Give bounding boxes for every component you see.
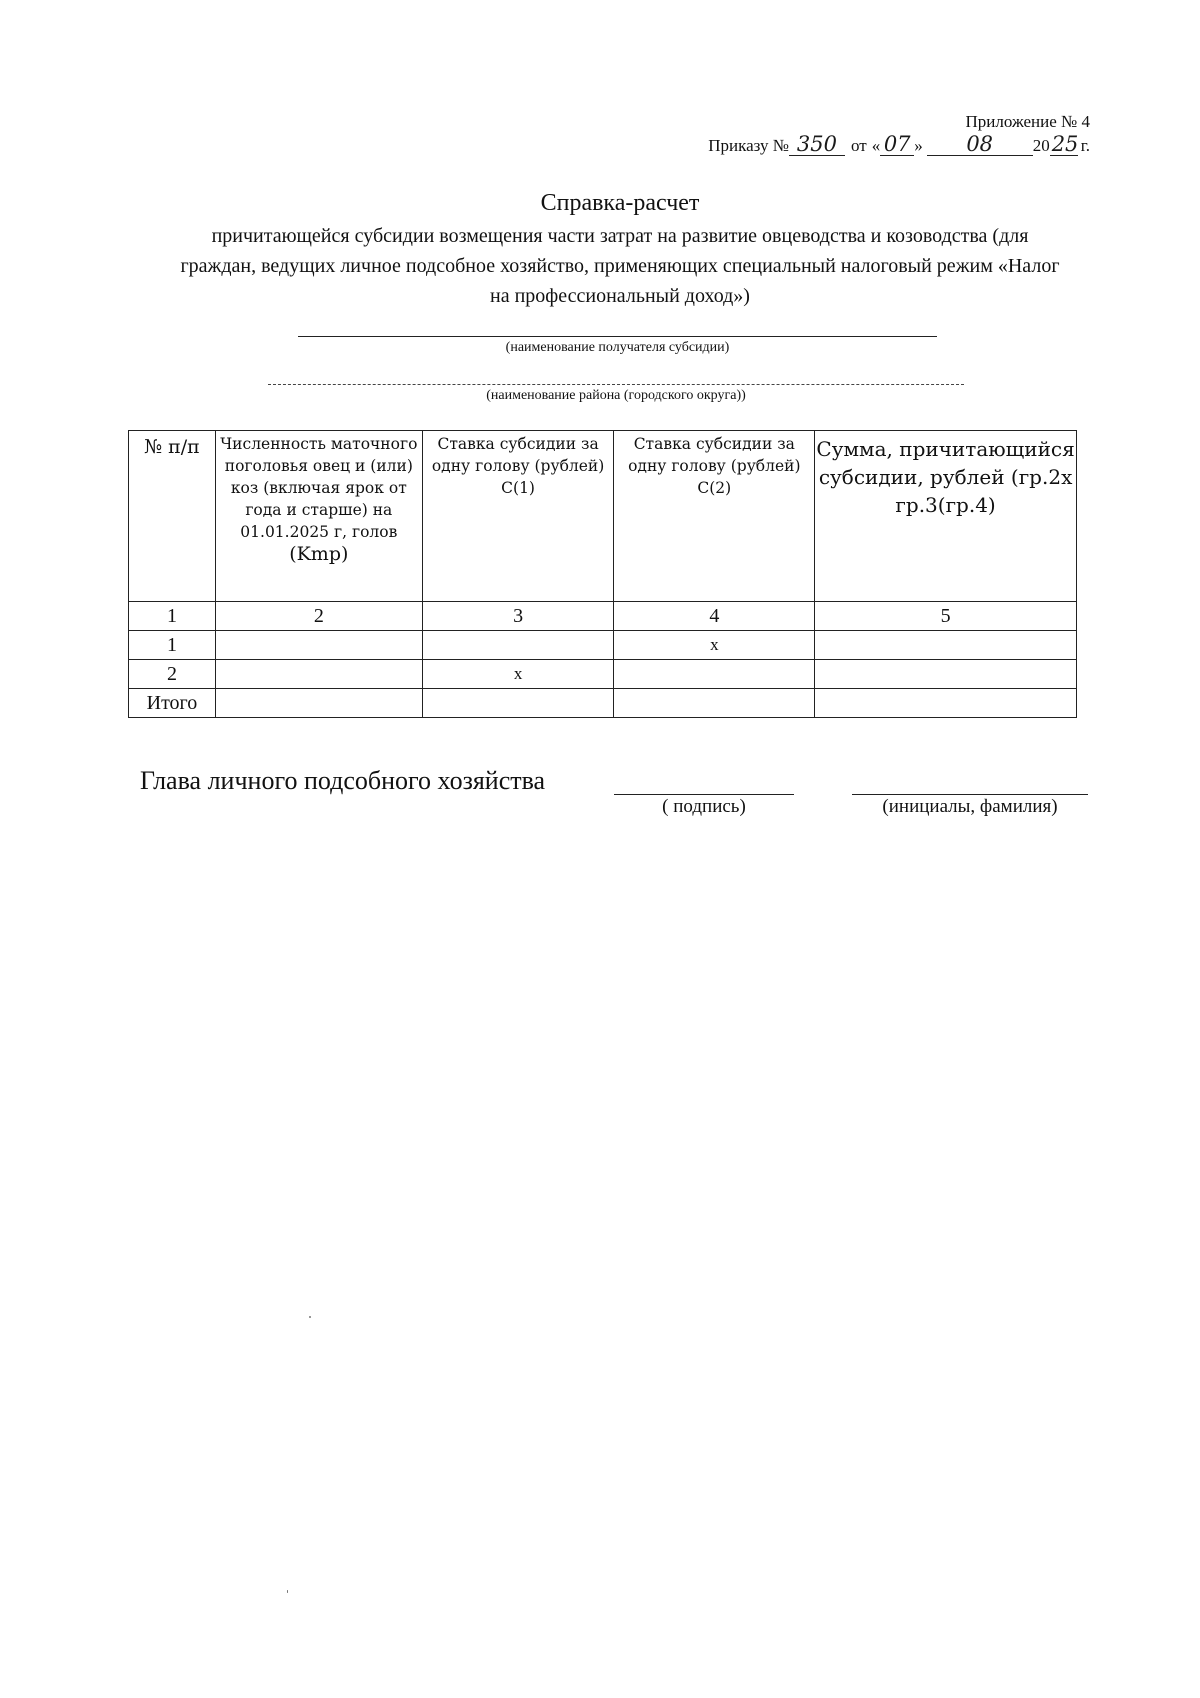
- order-year-handwritten: 25: [1051, 132, 1079, 156]
- column-number: 1: [129, 602, 216, 631]
- header-rate-c1: [422, 431, 614, 602]
- table-cell: Итого: [129, 689, 216, 718]
- scan-speck: [309, 1316, 311, 1318]
- district-line: [268, 384, 964, 385]
- table-cell: [422, 631, 614, 660]
- table-cell: [614, 660, 815, 689]
- district-caption: (наименование района (городского округа)): [486, 388, 746, 403]
- recipient-line: [298, 336, 937, 337]
- table-cell: [815, 660, 1077, 689]
- column-number: 4: [614, 602, 815, 631]
- order-reference: [708, 133, 1090, 156]
- table-cell: [215, 689, 422, 718]
- header-number: [129, 431, 216, 602]
- column-number: 2: [215, 602, 422, 631]
- appendix-label: Приложение № 4: [965, 112, 1090, 131]
- table-cell: x: [614, 631, 815, 660]
- column-number-row: [129, 602, 1077, 631]
- signature-line: [614, 794, 794, 795]
- from-word: от: [850, 136, 867, 155]
- header-subsidy-sum: [815, 431, 1077, 602]
- document-subtitle: причитающейся субсидии возмещения части затрат на развитие овцеводства и козоводства (для граждан, ведущих личное подсобное хозяйство, применяющих специальный налоговый режим «Налог на профессиональный доход»): [180, 225, 1060, 307]
- subsidy-table: [128, 430, 1077, 718]
- header-rate-c1-text: Ставка субсидии за одну голову (рублей) C(1): [431, 435, 605, 497]
- table-row: [129, 631, 1077, 660]
- signature-caption: ( подпись): [662, 796, 746, 817]
- header-rate-c2-text: Ставка субсидии за одну голову (рублей) C(2): [628, 435, 801, 497]
- column-number: 3: [422, 602, 614, 631]
- order-day-handwritten: 07: [880, 133, 914, 156]
- recipient-caption: (наименование получателя субсидии): [505, 340, 730, 355]
- name-line: [852, 794, 1088, 795]
- header-subsidy-sum-text: Сумма, причитающийся субсидии, рублей (гр.2х гр.3(гр.4): [816, 437, 1075, 517]
- scan-speck: [287, 1590, 288, 1593]
- table-cell: [215, 660, 422, 689]
- table-cell: [422, 689, 614, 718]
- table-cell: [815, 689, 1077, 718]
- year-prefix: 20: [1032, 136, 1050, 155]
- order-number-handwritten: 350: [789, 133, 845, 156]
- quote-close: »: [914, 136, 923, 155]
- quote-open: «: [871, 136, 881, 155]
- table-row: [129, 660, 1077, 689]
- header-livestock-symbol: (Kmp): [289, 543, 349, 565]
- table-cell: x: [422, 660, 614, 689]
- year-unit: г.: [1080, 136, 1090, 155]
- order-prefix: Приказу №: [708, 136, 789, 155]
- table-cell: 2: [129, 660, 216, 689]
- name-caption: (инициалы, фамилия): [882, 796, 1058, 817]
- table-cell: [215, 631, 422, 660]
- table-cell: [614, 689, 815, 718]
- table-cell: 1: [129, 631, 216, 660]
- order-month-handwritten: 08: [927, 133, 1033, 156]
- column-number: 5: [815, 602, 1077, 631]
- table-header-row: [129, 431, 1077, 602]
- farm-head-label: Глава личного подсобного хозяйства: [140, 766, 546, 795]
- header-livestock-count: [215, 431, 422, 602]
- table-row-total: [129, 689, 1077, 718]
- table-cell: [815, 631, 1077, 660]
- header-number-text: № п/п: [144, 436, 200, 458]
- document-title: Справка-расчет: [540, 190, 700, 216]
- header-rate-c2: [614, 431, 815, 602]
- header-livestock-text: Численность маточного поголовья овец и (или) коз (включая ярок от года и старше) на 01.01.2025 г, голов: [220, 435, 418, 541]
